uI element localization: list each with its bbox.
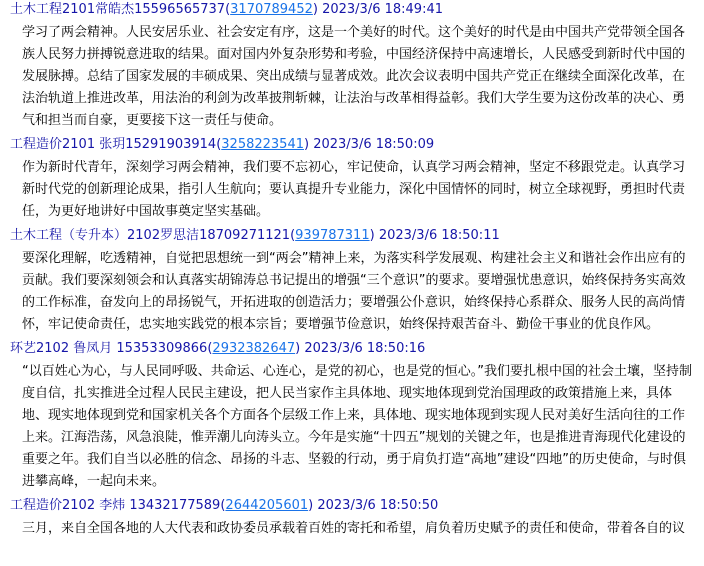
message-header: 环艺2102 鲁凤月 15353309866(2932382647) 2023/3/6 18:50:16 bbox=[10, 341, 426, 356]
sender-qq-link[interactable]: 3170789452 bbox=[230, 2, 313, 17]
message-body: “以百姓心为心，与人民同呼吸、共命运、心连心，是党的初心，也是党的恒心。”我们要扎根中国的社会土壤，坚持制度自信，扎实推进全过程人民民主建设，把人民当家作主具体地、现实地体现到党治国理政的政策措施上来，具体地、现实地体现到党和国家机关各个方面各个层级工作上来，具体地、现实地体现到实现人民对美好生活向往的工作上来。江海浩荡，风急浪陡，惟弄潮儿向涛头立。今年是实施“十四五”规划的关键之年，也是推进青海现代化建设的重要之年。我们自当以必胜的信念、昂扬的斗志、坚毅的行动，勇于肩负打造“高地”建设“四地”的历史使命，与时俱进攀高峰，一起向未来。 bbox=[22, 364, 692, 489]
message-body: 要深化理解，吃透精神，自觉把思想统一到“两会”精神上来，为落实科学发展观、构建社会主义和谐社会作出应有的贡献。我们要深刻领会和认真落实胡锦涛总书记提出的增强“三个意识”的要求。要增强忧患意识，始终保持务实高效的工作标准，奋发向上的昂扬锐气，开拓进取的创造活力；要增强公仆意识，始终保持心系群众、服务人民的高尚情怀，牢记使命责任，忠实地实践党的根本宗旨；要增强节俭意识，始终保持艰苦奋斗、勤俭干事业的优良作风。 bbox=[22, 251, 686, 332]
message-time: 2023/3/6 18:50:09 bbox=[313, 137, 435, 152]
chat-message bbox=[0, 339, 704, 493]
chat-message bbox=[0, 135, 704, 223]
sender-name: 土木工程2101常皓杰15596565737 bbox=[10, 2, 226, 17]
message-time: 2023/3/6 18:50:11 bbox=[378, 228, 500, 243]
message-body: 三月，来自全国各地的人大代表和政协委员承载着百姓的寄托和希望，肩负着历史赋予的责任和使命，带着各自的议 bbox=[22, 521, 686, 536]
sender-qq-link[interactable]: 3258223541 bbox=[221, 137, 304, 152]
sender-name: 工程造价2102 李炜 13432177589 bbox=[10, 498, 221, 513]
chat-message bbox=[0, 0, 704, 132]
message-header: 工程造价2101 张玥15291903914(3258223541) 2023/3/6 18:50:09 bbox=[10, 137, 435, 152]
sender-qq-link[interactable]: 2932382647 bbox=[212, 341, 296, 356]
message-header: 土木工程（专升本）2102罗思洁18709271121(939787311) 2023/3/6 18:50:11 bbox=[10, 228, 500, 243]
message-header: 土木工程2101常皓杰15596565737(3170789452) 2023/3/6 18:49:41 bbox=[10, 2, 443, 17]
sender-name: 环艺2102 鲁凤月 15353309866 bbox=[10, 341, 208, 356]
message-time: 2023/3/6 18:50:50 bbox=[317, 498, 439, 513]
chat-message bbox=[0, 496, 704, 540]
message-body: 学习了两会精神。人民安居乐业、社会安定有序，这是一个美好的时代。这个美好的时代是由中国共产党带领全国各族人民努力拼搏锐意进取的结果。面对国内外复杂形势和考验，中国经济保持中高速增长，人民感受到新时代中国的发展脉搏。总结了国家发展的丰硕成果、突出成绩与显著成效。此次会议表明中国共产党正在继续全面深化改革，在法治轨道上推进改革，用法治的利剑为改革披荆斩棘，让法治与改革相得益彰。我们大学生要为这份改革的决心、勇气和担当而自豪，更要接下这一责任与使命。 bbox=[22, 25, 686, 128]
message-time: 2023/3/6 18:49:41 bbox=[322, 2, 443, 17]
message-time: 2023/3/6 18:50:16 bbox=[304, 341, 426, 356]
sender-qq-link[interactable]: 939787311 bbox=[295, 228, 370, 243]
message-header: 工程造价2102 李炜 13432177589(2644205601) 2023/3/6 18:50:50 bbox=[10, 498, 439, 513]
sender-name: 土木工程（专升本）2102罗思洁18709271121 bbox=[10, 228, 291, 243]
message-body: 作为新时代青年，深刻学习两会精神，我们要不忘初心，牢记使命，认真学习两会精神，坚定不移跟党走。认真学习新时代党的创新理论成果，指引人生航向；要认真提升专业能力，深化中国情怀的同时，树立全球视野，勇担时代责任，为更好地讲好中国故事奠定坚实基础。 bbox=[22, 160, 686, 219]
sender-qq-link[interactable]: 2644205601 bbox=[225, 498, 309, 513]
sender-name: 工程造价2101 张玥15291903914 bbox=[10, 137, 217, 152]
chat-message bbox=[0, 226, 704, 336]
